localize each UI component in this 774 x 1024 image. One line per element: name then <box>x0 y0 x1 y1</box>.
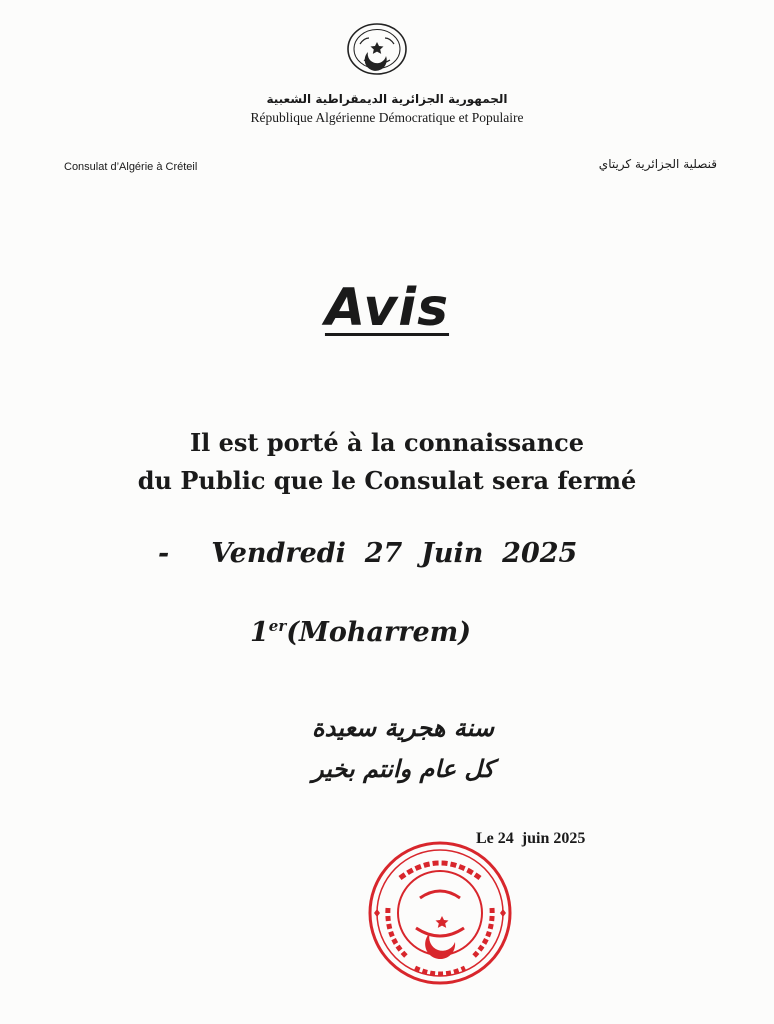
header-french: République Algérienne Démocratique et Populaire <box>250 110 524 125</box>
notice-line-1: Il est porté à la connaissance <box>189 428 585 457</box>
consulate-stamp-icon <box>360 838 520 988</box>
hijri-date <box>250 617 471 648</box>
notice-title: Avis <box>324 278 450 338</box>
notice-line-2: du Public que le Consulat sera fermé <box>137 466 637 495</box>
signature-date: Le 24 juin 2025 <box>476 830 586 847</box>
greeting-happy-new-year: سنة هجرية سعيدة <box>312 714 494 742</box>
algeria-emblem-icon <box>346 22 408 76</box>
closure-date: Vendredi 27 Juin 2025 <box>211 538 578 569</box>
hijri-month: (Moharrem) <box>286 617 472 648</box>
hijri-ordinal: er <box>268 617 287 635</box>
consulate-name-french: Consulat d’Algérie à Créteil <box>64 161 198 173</box>
hijri-day: 1 <box>250 617 269 648</box>
closure-date-line <box>158 538 577 569</box>
notice-body <box>0 424 774 500</box>
greeting-wishes: كل عام وانتم بخير <box>312 755 494 783</box>
consulate-name-arabic: قنصلية الجزائرية كريتاي <box>598 157 717 171</box>
bullet-dash: - <box>158 538 170 569</box>
header-arabic: الجمهورية الجزائرية الديمقراطية الشعبية <box>266 92 508 106</box>
